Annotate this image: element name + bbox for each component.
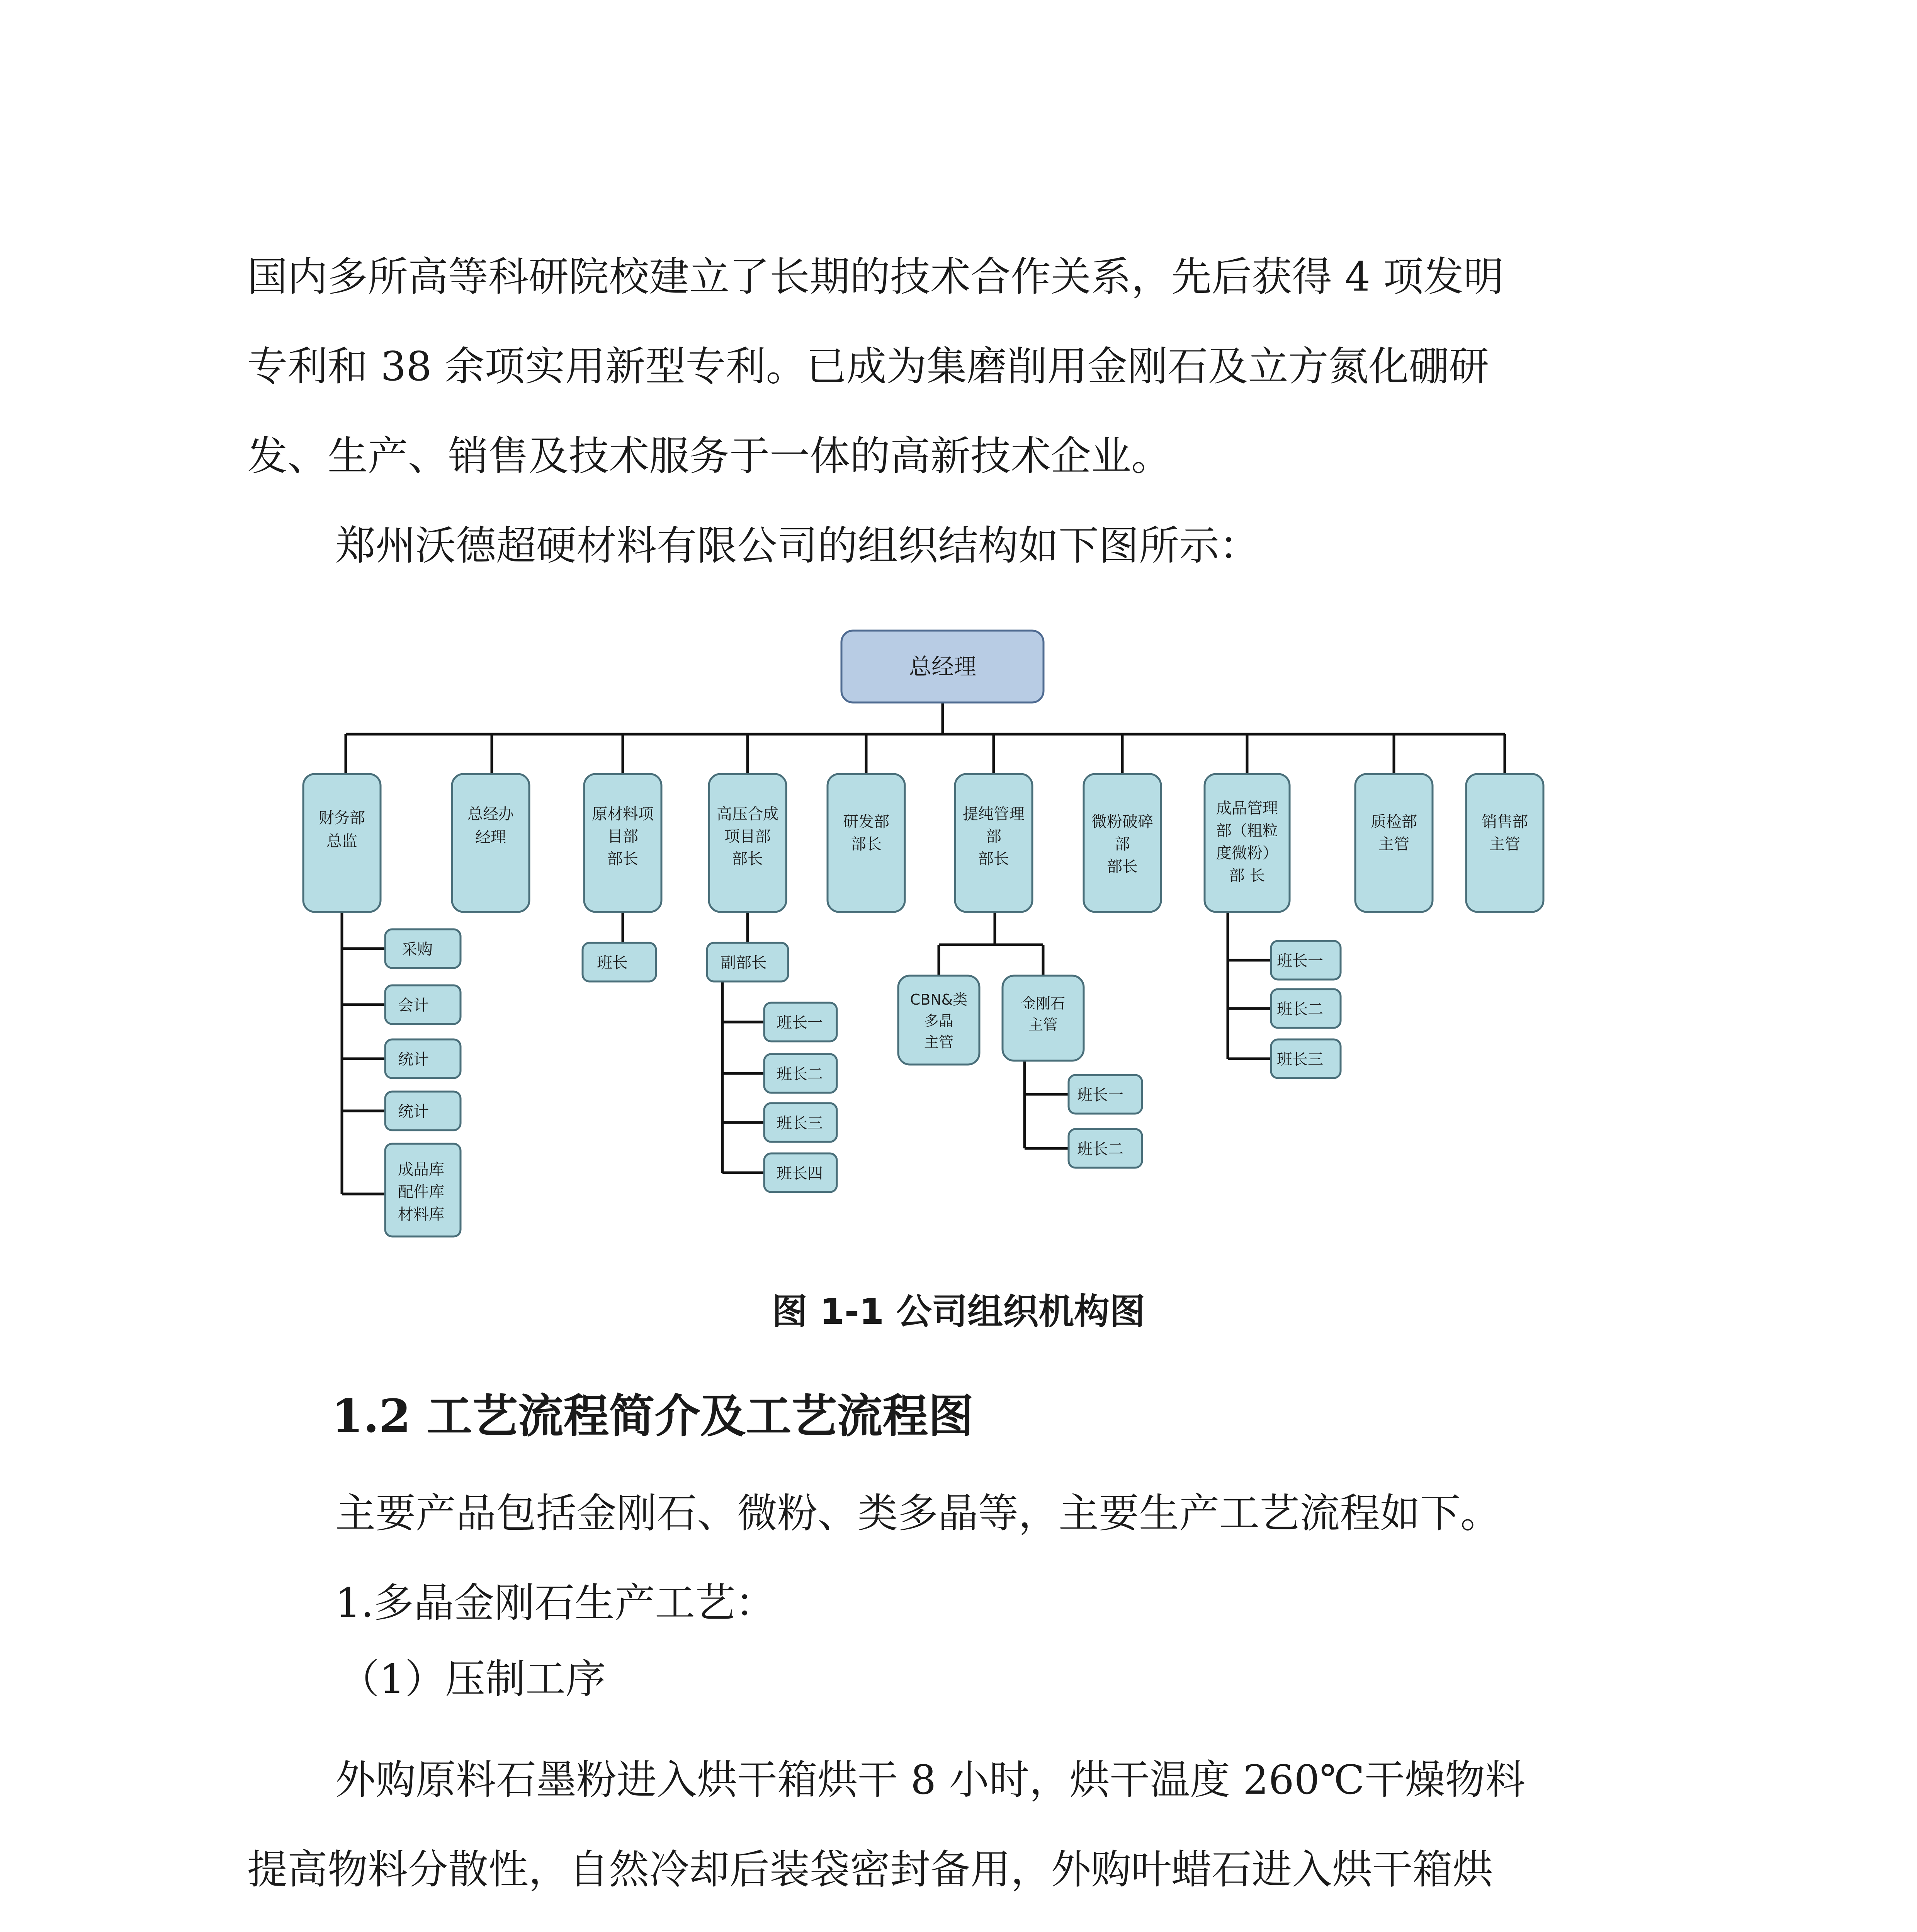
body-paragraph-1: [247, 1468, 1661, 1648]
intro-line: 郑州沃德超硬材料有限公司的组织结构如下图所示：: [335, 522, 1260, 569]
org-node-finished-products: [1205, 774, 1290, 912]
org-node-purification: [955, 774, 1032, 912]
section-heading: 1.2 工艺流程简介及工艺流程图: [331, 1389, 974, 1443]
org-node-label: 部长: [1107, 858, 1138, 876]
org-node-finished-shift-3: [1271, 1039, 1341, 1078]
org-node-label: 部: [1115, 835, 1130, 853]
body-line: 外购原料石墨粉进入烘干箱烘干 8 小时，烘干温度 260℃干燥物料: [335, 1756, 1526, 1803]
org-node-finished-shift-1: [1271, 941, 1341, 980]
org-node-quality: [1355, 774, 1433, 912]
body-line: 主要产品包括金刚石、微粉、类多晶等，主要生产工艺流程如下。: [335, 1490, 1501, 1537]
org-node-label: 部长: [607, 850, 638, 868]
org-node-label: 目部: [607, 828, 638, 845]
org-node-label: 班长二: [1277, 1000, 1323, 1018]
org-node-label: 采购: [402, 940, 433, 958]
org-node-label: 班长四: [777, 1165, 823, 1182]
body-line: [247, 1914, 1661, 1932]
org-node-general-office: [452, 774, 529, 912]
org-node-label: 班长一: [1077, 1086, 1123, 1104]
org-node-label: 质检部: [1371, 813, 1417, 831]
org-node-label: 总监: [326, 832, 357, 850]
org-node-label: 配件库: [398, 1183, 444, 1201]
org-node-label: 统计: [398, 1103, 429, 1121]
org-node-hp-shift-3: [764, 1103, 837, 1142]
body-paragraph-2: [247, 1735, 1661, 1932]
org-node-label: 部（粗粒: [1216, 822, 1278, 840]
org-node-raw-materials: [584, 774, 661, 912]
org-node-rd: [828, 774, 905, 912]
org-node-label: 副部长: [721, 954, 767, 972]
org-node-label: 总经理: [909, 653, 977, 680]
org-node-label: 部长: [851, 835, 882, 853]
org-node-diamond: [1003, 976, 1084, 1061]
org-node-statistics-2: [385, 1092, 461, 1130]
org-node-hp-shift-1: [764, 1003, 837, 1041]
org-node-sales: [1466, 774, 1543, 912]
org-node-diamond-shift-2: [1069, 1129, 1142, 1168]
org-node-label: 多晶: [924, 1012, 954, 1029]
org-node-label: 总经办: [467, 805, 514, 823]
org-node-label: 经理: [475, 828, 506, 846]
org-node-label: 会计: [398, 997, 429, 1014]
org-node-cbn-polycrystal: [898, 976, 979, 1065]
org-node-high-pressure: [709, 774, 786, 912]
org-node-micropowder: [1084, 774, 1161, 912]
org-node-purchasing: [385, 929, 461, 968]
org-node-hp-shift-4: [764, 1153, 837, 1192]
org-node-label: 班长: [597, 954, 628, 972]
org-node-finished-shift-2: [1271, 989, 1341, 1028]
org-node-label: 金刚石: [1021, 995, 1066, 1012]
org-node-label: 班长三: [777, 1114, 823, 1132]
org-node-label: 主管: [1489, 835, 1520, 853]
org-node-label: 班长二: [1077, 1140, 1123, 1158]
org-node-label: 销售部: [1482, 813, 1528, 831]
org-node-diamond-shift-1: [1069, 1075, 1142, 1114]
org-node-label: 部: [986, 828, 1001, 845]
org-node-accounting: [385, 985, 461, 1024]
intro-line: 国内多所高等科研院校建立了长期的技术合作关系，先后获得 4 项发明: [247, 253, 1504, 300]
org-node-label: 班长二: [777, 1065, 823, 1083]
org-node-label: 部 长: [1229, 867, 1265, 884]
org-node-label: CBN&类: [910, 991, 968, 1008]
org-node-label: 提纯管理: [963, 805, 1025, 823]
org-node-label: 主管: [1028, 1016, 1058, 1033]
org-node-label: 成品管理: [1216, 799, 1278, 817]
org-node-label: 部长: [732, 850, 763, 868]
figure-caption: 图 1-1 公司组织机构图: [772, 1291, 1145, 1332]
org-node-label: 高压合成: [717, 805, 778, 823]
org-node-label: 部长: [978, 850, 1009, 868]
org-node-warehouses: [385, 1144, 461, 1236]
intro-line: 发、生产、销售及技术服务于一体的高新技术企业。: [247, 432, 1172, 480]
org-node-label: 微粉破碎: [1091, 813, 1153, 831]
intro-paragraph: [247, 232, 1661, 590]
org-node-deputy-head: [707, 943, 788, 981]
body-line: 提高物料分散性，自然冷却后装袋密封备用，外购叶蜡石进入烘干箱烘: [247, 1846, 1493, 1893]
org-node-raw-shift-leader: [583, 943, 656, 981]
org-node-label: 班长一: [777, 1014, 823, 1032]
org-node-label: 项目部: [724, 828, 771, 845]
org-node-finance: [303, 774, 381, 912]
org-node-label: 材料库: [398, 1206, 444, 1223]
org-node-statistics-1: [385, 1039, 461, 1078]
org-node-hp-shift-2: [764, 1054, 837, 1093]
org-node-label: 主管: [924, 1034, 954, 1051]
org-node-label: 财务部: [319, 809, 365, 827]
org-node-label: 班长一: [1277, 952, 1323, 970]
org-node-general-manager: [841, 631, 1043, 702]
intro-line: 专利和 38 余项实用新型专利。已成为集磨削用金刚石及立方氮化硼研: [247, 343, 1489, 390]
org-node-label: 度微粉）: [1216, 844, 1278, 862]
org-node-label: 统计: [398, 1051, 429, 1068]
org-node-label: 成品库: [398, 1161, 444, 1179]
org-node-label: 班长三: [1277, 1051, 1323, 1068]
org-node-label: 原材料项: [592, 805, 654, 823]
body-line: 1.多晶金刚石生产工艺：: [335, 1579, 776, 1626]
org-node-label: 主管: [1378, 835, 1409, 853]
subsection-title-pressing: （1）压制工序: [339, 1655, 606, 1702]
org-node-label: 研发部: [843, 813, 889, 831]
